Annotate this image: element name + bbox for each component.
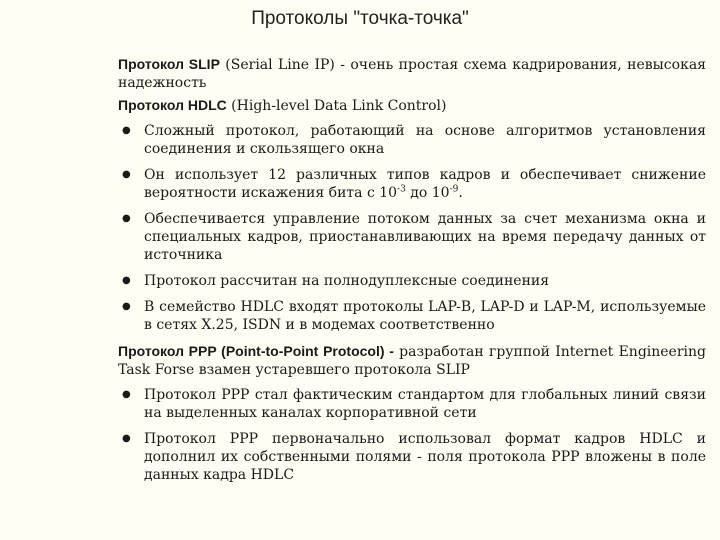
ppp-description: разработан группой Internet Engineering Task Forse взамен устаревшего протокола SLIP — [118, 344, 706, 378]
list-item: ● Протокол PPP первоначально использовал формат кадров HDLC и дополнил их собственными полями - поля протокола PPP вложены в поле данных кадра HDLC — [122, 431, 706, 483]
hdlc-heading: Протокол HDLC — [118, 97, 227, 113]
bullet-icon: ● — [122, 433, 131, 444]
bullet-icon: ● — [122, 213, 131, 224]
hdlc-description: (High-level Data Link Control) — [226, 98, 447, 114]
hdlc-bullet-list — [118, 122, 706, 334]
bullet-icon: ● — [122, 389, 131, 400]
bullet-icon: ● — [122, 275, 131, 286]
list-item: ● Протокол рассчитан на полнодуплексные соединения — [122, 273, 550, 289]
list-item: ● Сложный протокол, работающий на основе алгоритмов установления соединения и скользящего окна — [122, 123, 706, 157]
slip-description: (Serial Line IP) - очень простая схема кадрирования, невысокая надежность — [118, 57, 706, 91]
list-item: ● В семейство HDLC входят протоколы LAP-B, LAP-D и LAP-M, используемые в сетях X.25, ISDN и в модемах соответственно — [122, 299, 706, 333]
bullet-icon: ● — [122, 125, 131, 136]
hdlc-paragraph — [118, 96, 706, 115]
bullet-icon: ● — [122, 301, 131, 312]
slip-heading: Протокол SLIP — [118, 56, 220, 72]
ppp-paragraph — [118, 342, 706, 379]
ppp-heading: Протокол PPP (Point-to-Point Protocol) - — [118, 343, 394, 359]
list-item: ● Обеспечивается управление потоком данных за счет механизма окна и специальных кадров, приостанавливающих на время передачу данных от источника — [122, 211, 706, 263]
page-title: Протоколы "точка-точка" — [251, 8, 469, 29]
list-item: ● Он использует 12 различных типов кадров и обеспечивает снижение вероятности искажения бита с $10^{-3}$ до $10^{-9}$. — [122, 167, 706, 201]
bullet-icon: ● — [122, 169, 131, 180]
ppp-bullet-list — [118, 386, 706, 484]
slip-paragraph — [118, 55, 706, 92]
slide-content — [118, 55, 706, 492]
list-item: ● Протокол PPP стал фактическим стандартом для глобальных линий связи на выделенных каналах корпоративной сети — [122, 387, 706, 421]
